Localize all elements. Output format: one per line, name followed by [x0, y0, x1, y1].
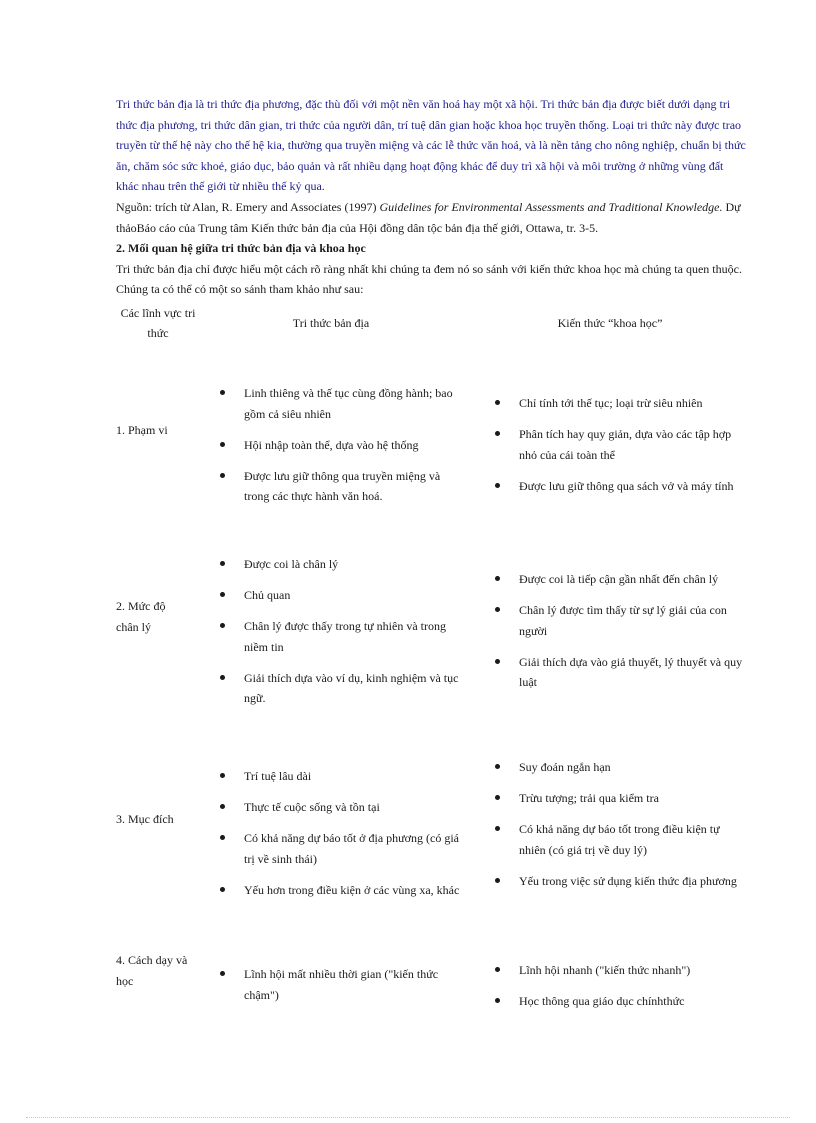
source-prefix: Nguồn: trích từ Alan, R. Emery and Associates (1997): [116, 199, 380, 214]
section-paragraph: Tri thức bản địa chỉ được hiểu một cách rõ ràng nhất khi chúng ta đem nó so sánh với kiến thức khoa học mà chúng ta quen thuộc. Chúng ta có thể có một so sánh tham khảo như sau:: [116, 261, 742, 297]
indigenous-list: [216, 383, 468, 517]
list-item: Chỉ tính tới thế tục; loại trừ siêu nhiên: [491, 393, 749, 414]
list-item: Lĩnh hội mất nhiều thời gian ("kiến thức chậm"): [216, 964, 468, 1005]
list-item: Giải thích dựa vào giả thuyết, lý thuyết và quy luật: [491, 652, 749, 693]
list-item: Học thông qua giáo dục chínhthức: [491, 991, 749, 1012]
list-item: Thực tế cuộc sống và tồn tại: [216, 797, 468, 818]
header-indigenous: Tri thức bản địa: [292, 316, 370, 330]
document-body: [116, 94, 746, 300]
scientific-list: [491, 393, 749, 507]
list-item: Yếu trong việc sử dụng kiến thức địa phương: [491, 871, 749, 892]
row-label: 1. Phạm vi: [116, 423, 168, 437]
source-suffix: Dự thảoBáo cáo của Trung tâm Kiến thức bản địa của Hội đồng dân tộc bản địa thế giới, Ottawa, tr. 3-5.: [116, 199, 741, 235]
list-item: Suy đoán ngắn hạn: [491, 757, 749, 778]
scientific-list: [491, 569, 749, 703]
indigenous-list: [216, 964, 468, 1016]
source-title: Guidelines for Environmental Assessments and Traditional Knowledge.: [379, 199, 723, 214]
list-item: Được coi là chân lý: [216, 554, 468, 575]
list-item: Yếu hơn trong điều kiện ở các vùng xa, khác: [216, 880, 468, 901]
list-item: Có khả năng dự báo tốt trong điều kiện tự nhiên (có giá trị về duy lý): [491, 819, 749, 860]
list-item: Linh thiêng và thế tục cùng đồng hành; bao gồm cả siêu nhiên: [216, 383, 468, 424]
header-scientific: Kiến thức “khoa học”: [557, 316, 663, 330]
list-item: Lĩnh hội nhanh ("kiến thức nhanh"): [491, 960, 749, 981]
section-heading: 2. Mối quan hệ giữa tri thức bản địa và khoa học: [116, 241, 366, 256]
source-citation: [116, 197, 746, 238]
row-label: 2. Mức độ chân lý: [116, 599, 166, 634]
list-item: Được coi là tiếp cận gần nhất đến chân lý: [491, 569, 749, 590]
indigenous-list: [216, 766, 468, 911]
list-item: Giải thích dựa vào ví dụ, kinh nghiệm và tục ngữ.: [216, 668, 468, 709]
list-item: Được lưu giữ thông qua sách vở và máy tính: [491, 476, 749, 497]
scientific-list: [491, 960, 749, 1022]
list-item: Phân tích hay quy giản, dựa vào các tập hợp nhỏ của cái toàn thể: [491, 424, 749, 465]
intro-paragraph: Tri thức bản địa là tri thức địa phương, đặc thù đối với một nền văn hoá hay một xã hội. Tri thức bản địa được biết dưới dạng tri thức địa phương, tri thức dân gian, tri thức của người dân, trí tuệ dân gian hoặc khoa học truyền thống. Loại tri thức này được trao truyền từ thế hệ này cho thế hệ kia, thường qua truyền miệng và các lễ thức văn hoá, và là nền tảng cho nông nghiệp, chuẩn bị thức ăn, chăm sóc sức khoẻ, giáo dục, bảo quản và rất nhiều dạng hoạt động khác để duy trì xã hội và môi trường ở những vùng đất khác nhau trên thế giới từ nhiều thế kỷ qua.: [116, 97, 746, 194]
row-label: 3. Mục đích: [116, 812, 174, 826]
page-bottom-divider: [26, 1117, 790, 1118]
scientific-list: [491, 757, 749, 902]
list-item: Chủ quan: [216, 585, 468, 606]
list-item: Có khả năng dự báo tốt ở địa phương (có giá trị về sinh thái): [216, 828, 468, 869]
list-item: Trí tuệ lâu dài: [216, 766, 468, 787]
list-item: Chân lý được thấy trong tự nhiên và trong niềm tin: [216, 616, 468, 657]
list-item: Được lưu giữ thông qua truyền miệng và trong các thực hành văn hoá.: [216, 466, 468, 507]
indigenous-list: [216, 554, 468, 720]
row-label: 4. Cách dạy và học: [116, 953, 188, 988]
list-item: Chân lý được tìm thấy từ sự lý giải của con người: [491, 600, 749, 641]
list-item: Trừu tượng; trải qua kiểm tra: [491, 788, 749, 809]
header-domains: Các lĩnh vực tri thức: [120, 306, 196, 340]
list-item: Hội nhập toàn thể, dựa vào hệ thống: [216, 435, 468, 456]
